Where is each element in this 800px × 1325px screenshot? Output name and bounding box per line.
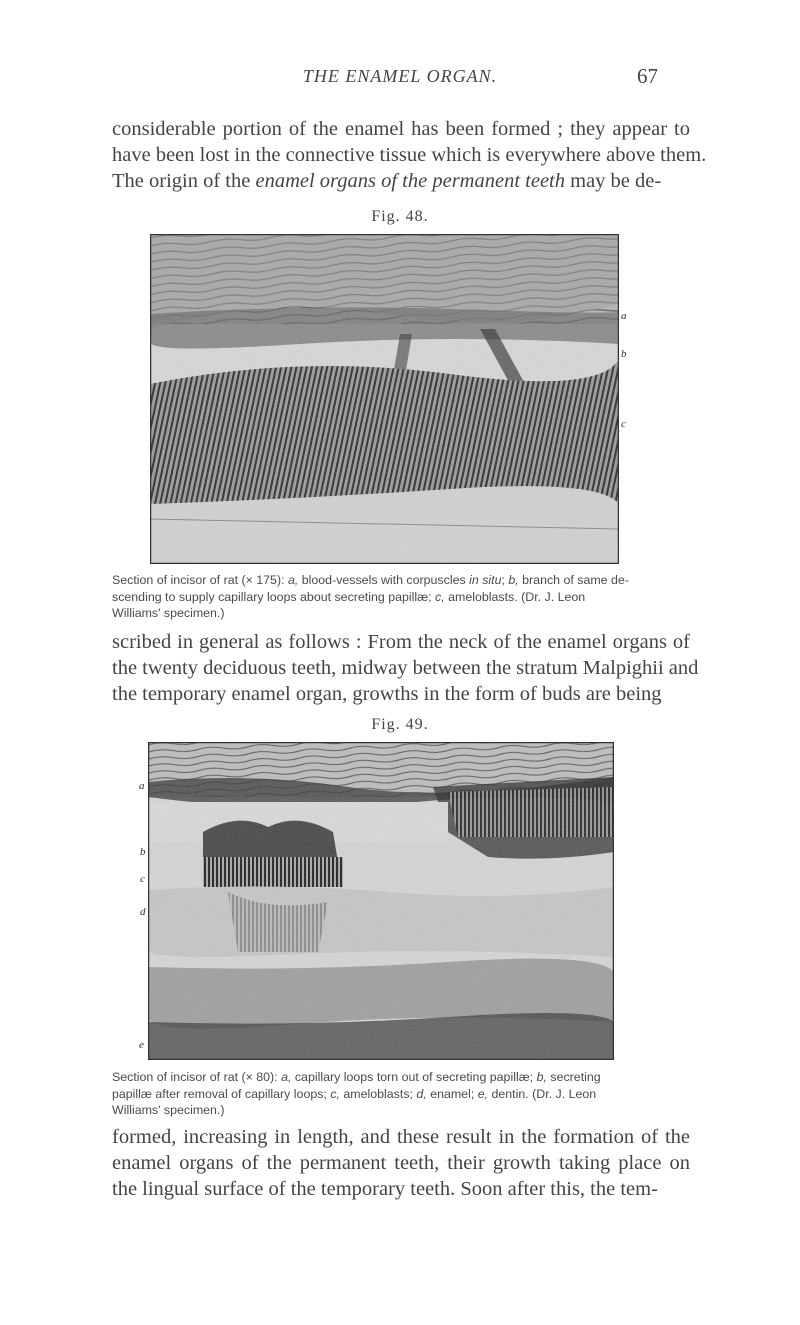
figure-49-marker-d: d bbox=[140, 906, 146, 918]
paragraph-line: the twenty deciduous teeth, midway between the stratum Malpighii and bbox=[112, 657, 699, 679]
running-title: THE ENAMEL ORGAN. bbox=[302, 66, 498, 86]
caption-line: papillæ after removal of capillary loops; c, ameloblasts; d, enamel; e, dentin. (Dr. J. Leon bbox=[112, 1086, 597, 1101]
figure-49-caption bbox=[112, 1069, 692, 1119]
figure-49-marker-b: b bbox=[140, 846, 146, 858]
figure-48-caption bbox=[112, 572, 692, 622]
figure-49-marker-c: c bbox=[140, 873, 145, 885]
paragraph-line: have been lost in the connective tissue which is everywhere above them. bbox=[112, 144, 707, 166]
paragraph-line: enamel organs of the permanent teeth, their growth taking place on bbox=[112, 1152, 690, 1174]
italic-phrase: enamel organs of the permanent teeth bbox=[255, 170, 565, 192]
paragraph-line: formed, increasing in length, and these result in the formation of the bbox=[112, 1126, 690, 1148]
page-number: 67 bbox=[637, 64, 658, 88]
figure-48-marker-b: b bbox=[621, 348, 627, 360]
caption-line: Williams' specimen.) bbox=[112, 606, 225, 620]
figure-49-marker-e: e bbox=[139, 1039, 144, 1051]
figure-48-marker-c: c bbox=[621, 418, 626, 430]
figure-49-micrograph bbox=[148, 742, 614, 1060]
paragraph-line: the lingual surface of the temporary teeth. Soon after this, the tem- bbox=[112, 1178, 658, 1200]
paragraph-line: considerable portion of the enamel has been formed ; they appear to bbox=[112, 118, 690, 140]
running-head bbox=[0, 66, 800, 90]
paragraph-2 bbox=[112, 629, 699, 707]
paragraph-line: scribed in general as follows : From the neck of the enamel organs of bbox=[112, 631, 690, 653]
figure-48-micrograph bbox=[150, 234, 619, 564]
caption-line: Williams' specimen.) bbox=[112, 1103, 225, 1117]
paragraph-1 bbox=[112, 116, 707, 194]
paragraph-line: The origin of the enamel organs of the permanent teeth may be de- bbox=[112, 170, 662, 192]
figure-49-label: Fig. 49. bbox=[371, 716, 429, 733]
caption-line: Section of incisor of rat (× 80): a, capillary loops torn out of secreting papillæ; b, secreting bbox=[112, 1070, 601, 1084]
paragraph-3 bbox=[112, 1124, 690, 1202]
figure-48-label: Fig. 48. bbox=[371, 208, 429, 225]
figure-49-marker-a: a bbox=[139, 780, 145, 792]
caption-line: scending to supply capillary loops about secreting papillæ; c, ameloblasts. (Dr. J. Leon bbox=[112, 589, 586, 604]
figure-48-marker-a: a bbox=[621, 310, 627, 322]
caption-line: Section of incisor of rat (× 175): a, blood-vessels with corpuscles in situ; b, branch of same de- bbox=[112, 573, 629, 587]
paragraph-line: the temporary enamel organ, growths in the form of buds are being bbox=[112, 683, 662, 705]
